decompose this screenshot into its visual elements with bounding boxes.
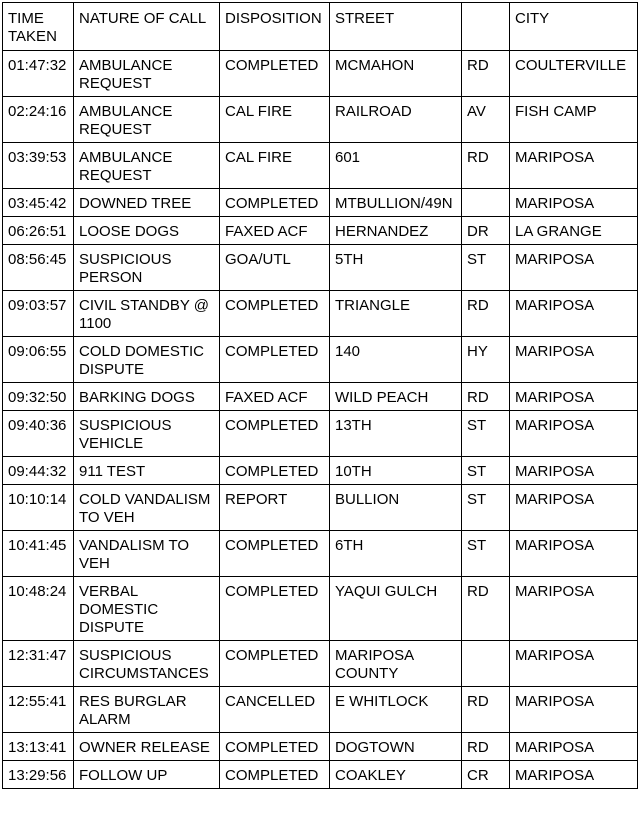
- cell-disposition: COMPLETED: [220, 291, 330, 337]
- cell-street: RAILROAD: [330, 97, 462, 143]
- cell-street: TRIANGLE: [330, 291, 462, 337]
- cell-street: MARIPOSA COUNTY: [330, 641, 462, 687]
- table-row: [3, 189, 638, 217]
- cell-nature-of-call: SUSPICIOUS CIRCUMSTANCES: [74, 641, 220, 687]
- cell-street-suffix: CR: [462, 761, 510, 789]
- cell-street-suffix: RD: [462, 687, 510, 733]
- table-row: [3, 531, 638, 577]
- cell-time-taken: 13:13:41: [3, 733, 74, 761]
- header-row: [3, 3, 638, 51]
- table-row: [3, 411, 638, 457]
- table-row: [3, 51, 638, 97]
- header-time-taken: TIME TAKEN: [3, 3, 74, 51]
- cell-street: 6TH: [330, 531, 462, 577]
- cell-nature-of-call: SUSPICIOUS PERSON: [74, 245, 220, 291]
- cell-city: MARIPOSA: [510, 143, 638, 189]
- cell-city: MARIPOSA: [510, 245, 638, 291]
- cell-nature-of-call: SUSPICIOUS VEHICLE: [74, 411, 220, 457]
- cell-city: MARIPOSA: [510, 189, 638, 217]
- cell-time-taken: 01:47:32: [3, 51, 74, 97]
- cell-time-taken: 09:44:32: [3, 457, 74, 485]
- cell-time-taken: 09:06:55: [3, 337, 74, 383]
- cell-city: MARIPOSA: [510, 641, 638, 687]
- cell-city: MARIPOSA: [510, 411, 638, 457]
- cell-city: MARIPOSA: [510, 531, 638, 577]
- cell-disposition: FAXED ACF: [220, 217, 330, 245]
- cell-disposition: CAL FIRE: [220, 143, 330, 189]
- cell-street-suffix: RD: [462, 383, 510, 411]
- cell-street-suffix: RD: [462, 291, 510, 337]
- header-disposition: DISPOSITION: [220, 3, 330, 51]
- cell-time-taken: 09:32:50: [3, 383, 74, 411]
- table-row: [3, 291, 638, 337]
- cell-street-suffix: ST: [462, 531, 510, 577]
- cell-disposition: COMPLETED: [220, 457, 330, 485]
- table-row: [3, 733, 638, 761]
- cell-street: E WHITLOCK: [330, 687, 462, 733]
- cell-nature-of-call: RES BURGLAR ALARM: [74, 687, 220, 733]
- cell-time-taken: 09:03:57: [3, 291, 74, 337]
- cell-disposition: FAXED ACF: [220, 383, 330, 411]
- cell-time-taken: 12:55:41: [3, 687, 74, 733]
- cell-disposition: COMPLETED: [220, 733, 330, 761]
- cell-city: MARIPOSA: [510, 577, 638, 641]
- cell-nature-of-call: VERBAL DOMESTIC DISPUTE: [74, 577, 220, 641]
- header-city: CITY: [510, 3, 638, 51]
- cell-street-suffix: DR: [462, 217, 510, 245]
- cell-disposition: REPORT: [220, 485, 330, 531]
- table-row: [3, 577, 638, 641]
- header-street: STREET: [330, 3, 462, 51]
- cell-street-suffix: RD: [462, 733, 510, 761]
- cell-street: YAQUI GULCH: [330, 577, 462, 641]
- cell-street: 140: [330, 337, 462, 383]
- cell-street-suffix: HY: [462, 337, 510, 383]
- cell-street: COAKLEY: [330, 761, 462, 789]
- cell-disposition: COMPLETED: [220, 189, 330, 217]
- cell-nature-of-call: DOWNED TREE: [74, 189, 220, 217]
- cell-disposition: COMPLETED: [220, 641, 330, 687]
- cell-street-suffix: ST: [462, 485, 510, 531]
- cell-street: 5TH: [330, 245, 462, 291]
- cell-disposition: GOA/UTL: [220, 245, 330, 291]
- cell-time-taken: 03:45:42: [3, 189, 74, 217]
- cell-disposition: COMPLETED: [220, 337, 330, 383]
- cell-street: DOGTOWN: [330, 733, 462, 761]
- cell-street: 601: [330, 143, 462, 189]
- header-street-suffix: [462, 3, 510, 51]
- header-nature-of-call: NATURE OF CALL: [74, 3, 220, 51]
- table-row: [3, 761, 638, 789]
- table-row: [3, 485, 638, 531]
- cell-nature-of-call: VANDALISM TO VEH: [74, 531, 220, 577]
- cell-nature-of-call: AMBULANCE REQUEST: [74, 51, 220, 97]
- cell-disposition: COMPLETED: [220, 51, 330, 97]
- cell-nature-of-call: LOOSE DOGS: [74, 217, 220, 245]
- cell-city: MARIPOSA: [510, 291, 638, 337]
- cell-time-taken: 13:29:56: [3, 761, 74, 789]
- cell-nature-of-call: COLD DOMESTIC DISPUTE: [74, 337, 220, 383]
- cell-street: MTBULLION/49N: [330, 189, 462, 217]
- cell-nature-of-call: AMBULANCE REQUEST: [74, 143, 220, 189]
- cell-street-suffix: RD: [462, 577, 510, 641]
- cell-street-suffix: RD: [462, 143, 510, 189]
- cell-time-taken: 08:56:45: [3, 245, 74, 291]
- cell-nature-of-call: AMBULANCE REQUEST: [74, 97, 220, 143]
- cell-street: HERNANDEZ: [330, 217, 462, 245]
- cell-nature-of-call: OWNER RELEASE: [74, 733, 220, 761]
- cell-time-taken: 10:10:14: [3, 485, 74, 531]
- cell-city: MARIPOSA: [510, 687, 638, 733]
- table-row: [3, 245, 638, 291]
- cell-street: WILD PEACH: [330, 383, 462, 411]
- cell-time-taken: 09:40:36: [3, 411, 74, 457]
- cell-city: MARIPOSA: [510, 457, 638, 485]
- table-row: [3, 97, 638, 143]
- cell-city: COULTERVILLE: [510, 51, 638, 97]
- table-row: [3, 641, 638, 687]
- cell-nature-of-call: CIVIL STANDBY @ 1100: [74, 291, 220, 337]
- cell-street: 10TH: [330, 457, 462, 485]
- cell-city: FISH CAMP: [510, 97, 638, 143]
- cell-street-suffix: ST: [462, 245, 510, 291]
- cell-time-taken: 03:39:53: [3, 143, 74, 189]
- table-row: [3, 143, 638, 189]
- table-row: [3, 337, 638, 383]
- cell-time-taken: 02:24:16: [3, 97, 74, 143]
- cell-city: LA GRANGE: [510, 217, 638, 245]
- cell-street-suffix: AV: [462, 97, 510, 143]
- cell-city: MARIPOSA: [510, 485, 638, 531]
- cell-street-suffix: ST: [462, 411, 510, 457]
- cell-city: MARIPOSA: [510, 761, 638, 789]
- call-log-table: [2, 2, 638, 789]
- cell-street: 13TH: [330, 411, 462, 457]
- cell-city: MARIPOSA: [510, 733, 638, 761]
- cell-nature-of-call: FOLLOW UP: [74, 761, 220, 789]
- cell-time-taken: 12:31:47: [3, 641, 74, 687]
- cell-disposition: COMPLETED: [220, 411, 330, 457]
- cell-nature-of-call: 911 TEST: [74, 457, 220, 485]
- cell-nature-of-call: COLD VANDALISM TO VEH: [74, 485, 220, 531]
- table-row: [3, 383, 638, 411]
- cell-street: BULLION: [330, 485, 462, 531]
- cell-disposition: COMPLETED: [220, 577, 330, 641]
- table-row: [3, 687, 638, 733]
- cell-disposition: COMPLETED: [220, 761, 330, 789]
- cell-street-suffix: RD: [462, 51, 510, 97]
- cell-disposition: CANCELLED: [220, 687, 330, 733]
- cell-city: MARIPOSA: [510, 383, 638, 411]
- cell-time-taken: 10:41:45: [3, 531, 74, 577]
- cell-nature-of-call: BARKING DOGS: [74, 383, 220, 411]
- cell-disposition: CAL FIRE: [220, 97, 330, 143]
- table-row: [3, 457, 638, 485]
- cell-time-taken: 06:26:51: [3, 217, 74, 245]
- cell-street-suffix: ST: [462, 457, 510, 485]
- call-log-body: [3, 51, 638, 789]
- cell-street-suffix: [462, 641, 510, 687]
- cell-city: MARIPOSA: [510, 337, 638, 383]
- cell-disposition: COMPLETED: [220, 531, 330, 577]
- cell-street-suffix: [462, 189, 510, 217]
- cell-time-taken: 10:48:24: [3, 577, 74, 641]
- table-row: [3, 217, 638, 245]
- cell-street: MCMAHON: [330, 51, 462, 97]
